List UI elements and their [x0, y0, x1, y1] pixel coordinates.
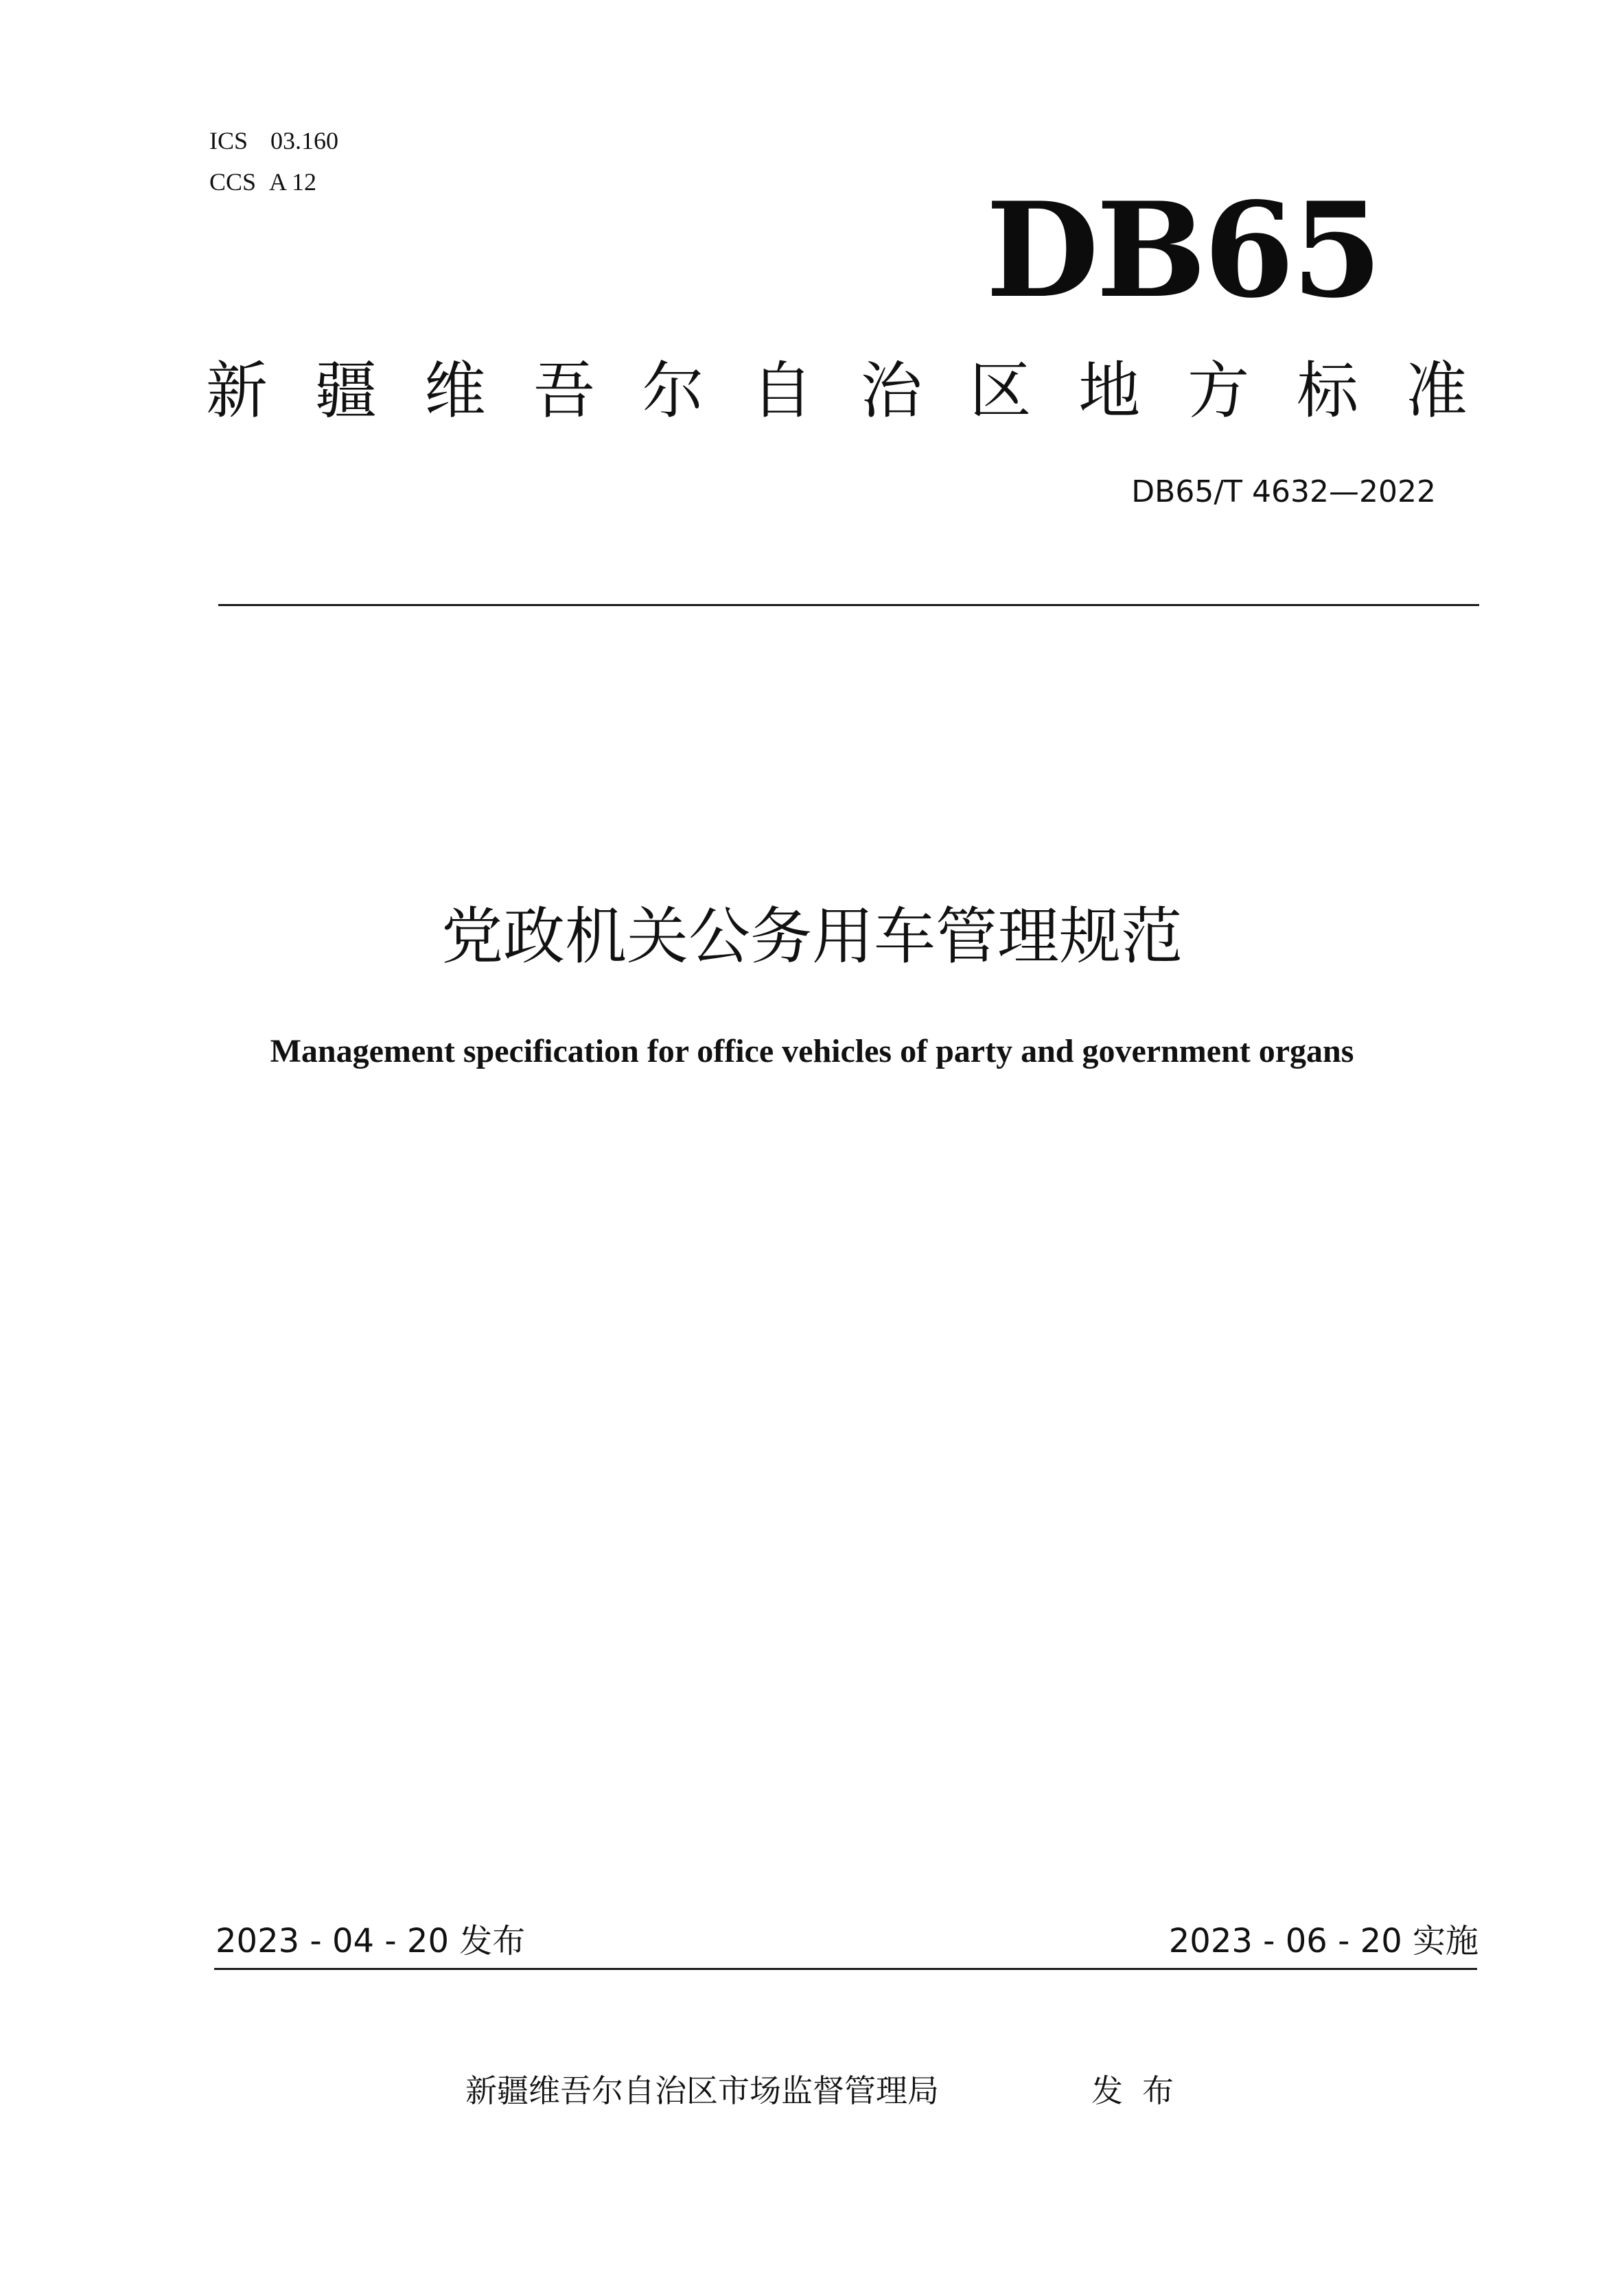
ccs-value: A 12: [269, 168, 317, 196]
ics-label: ICS: [209, 127, 248, 154]
standard-type-char: 自: [751, 355, 813, 427]
implementation-date: 2023 - 06 - 20 实施: [1168, 1922, 1478, 1960]
publish-label: 发布: [1091, 2072, 1193, 2109]
standard-type-char: 地: [1078, 355, 1141, 427]
ics-code: [209, 127, 338, 154]
standard-number: DB65/T 4632—2022: [1131, 474, 1436, 509]
bottom-divider: [214, 1968, 1477, 1970]
standard-type-char: 标: [1297, 355, 1359, 427]
db65-logo: DB65: [986, 174, 1380, 327]
issue-date: 2023 - 04 - 20 发布: [216, 1922, 526, 1960]
standard-type-char: 方: [1187, 355, 1250, 427]
standard-type-char: 维: [424, 355, 486, 427]
standard-type-char: 新: [206, 355, 268, 427]
document-title-chinese: 党政机关公务用车管理规范: [441, 901, 1183, 973]
standard-type-char: 准: [1405, 355, 1468, 427]
standard-type-char: 疆: [314, 355, 377, 427]
ics-value: 03.160: [270, 127, 338, 154]
top-divider: [218, 604, 1479, 606]
publisher-name: 新疆维吾尔自治区市场监督管理局: [465, 2072, 939, 2109]
standard-type-char: 尔: [642, 355, 704, 427]
standard-type-char: 吾: [533, 355, 595, 427]
standard-type-char: 区: [969, 355, 1032, 427]
document-title-english: Management specification for office vehicles of party and government organs: [270, 1033, 1354, 1069]
ccs-label: CCS: [209, 168, 257, 196]
ccs-code: [209, 168, 316, 196]
standard-type-char: 治: [860, 355, 923, 427]
standard-type-title: [206, 357, 1468, 426]
